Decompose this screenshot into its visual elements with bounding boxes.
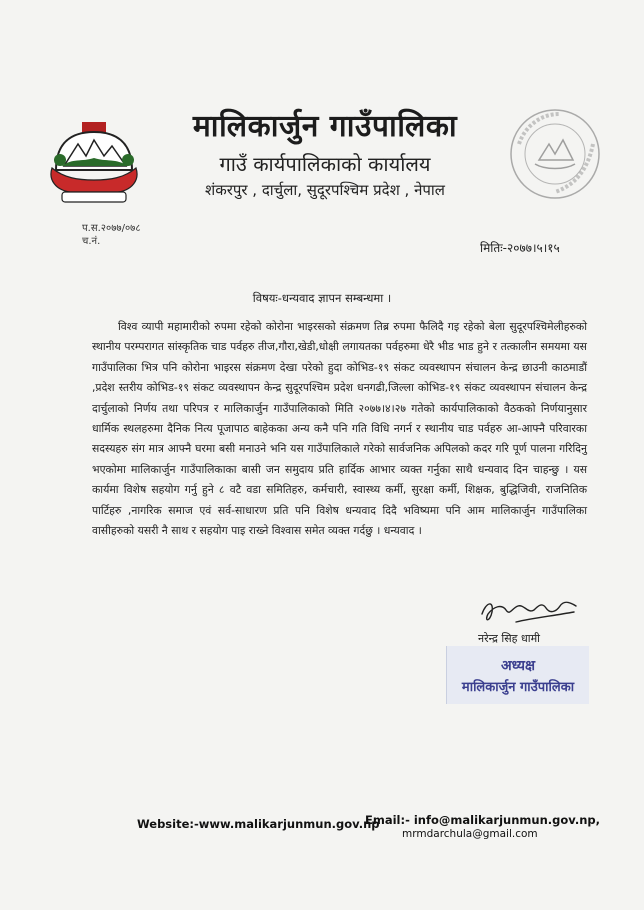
stamp-municipality: मालिकार्जुन गाउँपालिका (461, 680, 575, 695)
footer-email-secondary: mrmdarchula@gmail.com (402, 828, 538, 840)
reference-block (82, 222, 141, 248)
dispatch-number: च.नं. (82, 236, 101, 247)
stamp-designation: अध्यक्ष (500, 658, 536, 674)
office-subtitle: गाउँ कार्यपालिकाको कार्यालय (219, 152, 431, 176)
footer-email-primary: Email:- info@malikarjunmun.gov.np, (365, 813, 600, 827)
reference-number: प.स.२०७७/०७८ (82, 223, 141, 234)
signer-name: नरेन्द्र सिह धामी (478, 632, 541, 645)
letter-subject: विषयः-धन्यवाद ज्ञापन सम्बन्धमा । (252, 291, 392, 305)
chairperson-stamp (446, 646, 589, 704)
municipality-title: मालिकार्जुन गाउँपालिका (192, 109, 458, 144)
footer-website: Website:-www.malikarjunmun.gov.np (137, 817, 380, 831)
municipality-seal-stamp (505, 104, 605, 204)
nepal-emblem-logo (42, 118, 146, 206)
letter-date: मितिः-२०७७।५।१५ (480, 241, 560, 255)
letter-body: विश्व व्यापी महामारीको रुपमा रहेको कोरोना भाइरसको संक्रमण तिब्र रुपमा फैलिदै गइ रहेको बेला सुदूरपश्चिमेलीहरुको स्थानीय परम्परागत सांस्कृतिक चाड पर्वहरु तीज,गौरा,खेडी,धोक्षी लगायतका पर्वहरुमा धेरै भीड भाड हुने र तत्कालीन समयमा यस गाउँपालिका भित्र पनि कोरोना भाइरस संक्रमण देखा परेको हुदा कोभिड-१९ संकट व्यवस्थापन संचालन केन्द्र छाउनी काठमाडौं ,प्रदेश स्तरीय कोभिड-१९ संकट व्यवस्थापन केन्द्र सुदूरपश्चिम प्रदेश धनगढी,जिल्ला कोभिड-१९ संकट व्यवस्थापन संचालन केन्द्र दार्चुलाको निर्णय तथा परिपत्र र मालिकार्जुन गाउँपालिकाको मिति २०७७।४।२७ गतेको कार्यपालिकाको वैठकको निर्णयानुसार धार्मिक स्थलहरुमा दैनिक नित्य पूजापाठ बाहेकका अन्य कनै पनि गति विधि नगर्न र स्थानीय चाड पर्वहरु आ-आफ्नै परिवारका सदस्यहरु संग मात्र आफ्नै घरमा बसी मनाउने भनि यस गाउँपालिकाले गरेको सार्वजनिक अपिलको कदर गरि पूर्ण पालना गरिदिनु भएकोमा मालिकार्जुन गाउँपालिकाका बासी जन समुदाय प्रति हार्दिक आभार व्यक्त गर्नुका साथै धन्यवाद दिन चाहन्छु । यस कार्यमा विशेष सहयोग गर्नु हुने ८ वटै वडा समितिहरु, कर्मचारी, स्वास्थ्य कर्मी, सुरक्षा कर्मी, शिक्षक, बुद्धिजिवी, राजनितिक पार्टिहरु ,नागरिक समाज एवं सर्व-साधारण प्रति पनि विशेष धन्यवाद दिदै भविष्यमा पनि आम मालिकार्जुन गाउँपालिका वासीहरुको यसरी नै साथ र सहयोग पाइ राख्ने विश्वास समेत व्यक्त गर्दछु । धन्यवाद । (92, 320, 587, 538)
office-address: शंकरपुर , दार्चुला, सुदूरपश्चिम प्रदेश , नेपाल (205, 181, 445, 199)
handwritten-signature (476, 592, 586, 632)
